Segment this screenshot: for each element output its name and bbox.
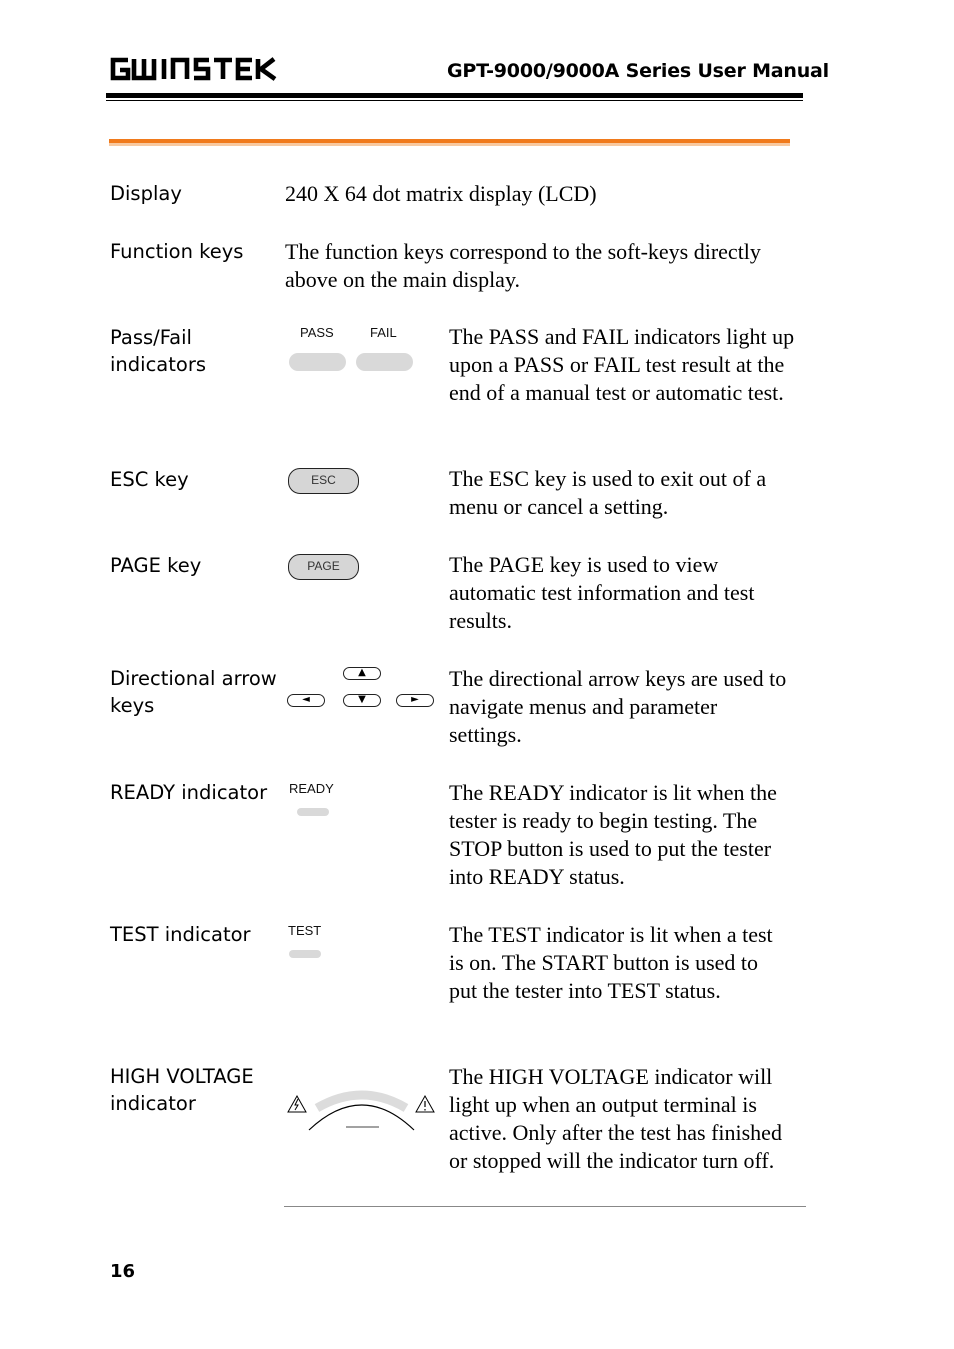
fail-indicator xyxy=(356,353,413,371)
row-desc-pass-fail: The PASS and FAIL indicators light up upon a PASS or FAIL test result at the end of a manual test or automatic test. xyxy=(449,324,795,405)
test-indicator xyxy=(289,950,321,958)
section-bar-shadow xyxy=(109,143,790,146)
right-arrow-icon: ► xyxy=(411,694,419,705)
right-warning-icon xyxy=(416,1096,434,1112)
manual-title: GPT-9000/9000A Series User Manual xyxy=(447,60,829,82)
up-arrow-key xyxy=(343,667,381,680)
esc-key: ESC xyxy=(288,468,359,494)
row-desc-arrow-keys: The directional arrow keys are used to navigate menus and parameter settings. xyxy=(449,666,787,747)
header-rule xyxy=(106,93,803,98)
row-desc-ready: The READY indicator is lit when the tester is ready to begin testing. The STOP button is used to put the tester into READY status. xyxy=(449,780,777,889)
pass-indicator xyxy=(289,353,346,371)
row-desc-esc-key: The ESC key is used to exit out of a menu or cancel a setting. xyxy=(449,466,767,519)
row-desc-high-voltage: The HIGH VOLTAGE indicator will light up when an output terminal is active. Only after the test has finished or stopped will the indicator turn off. xyxy=(449,1064,782,1173)
row-desc-display: 240 X 64 dot matrix display (LCD) xyxy=(285,181,597,206)
right-arrow-key xyxy=(396,694,434,707)
down-arrow-icon: ▼ xyxy=(358,694,366,705)
row-desc-page-key: The PAGE key is used to view automatic test information and test results. xyxy=(449,552,755,633)
row-label-page-key: PAGE key xyxy=(110,554,202,577)
ready-label: READY xyxy=(289,781,334,796)
high-voltage-indicator xyxy=(284,1084,438,1134)
row-label-test: TEST indicator xyxy=(110,923,251,946)
gw-instek-logo xyxy=(108,56,278,82)
page-key: PAGE xyxy=(288,554,359,580)
left-warning-icon xyxy=(288,1096,306,1112)
table-bottom-rule xyxy=(284,1206,806,1207)
row-label-arrow-keys: Directional arrow keys xyxy=(110,667,277,717)
row-label-pass-fail: Pass/Fail indicators xyxy=(110,326,206,376)
row-label-function-keys: Function keys xyxy=(110,240,244,263)
page-number: 16 xyxy=(110,1261,136,1282)
left-arrow-icon: ◄ xyxy=(302,694,310,705)
left-arrow-key xyxy=(287,694,325,707)
fail-label: FAIL xyxy=(370,325,397,340)
row-desc-function-keys: The function keys correspond to the soft-keys directly above on the main display. xyxy=(285,239,761,292)
row-label-high-voltage: HIGH VOLTAGE indicator xyxy=(110,1065,254,1115)
up-arrow-icon: ▲ xyxy=(358,667,366,678)
row-label-esc-key: ESC key xyxy=(110,468,189,491)
down-arrow-key xyxy=(343,694,381,707)
row-label-display: Display xyxy=(110,182,182,205)
header-rule-thin xyxy=(106,100,803,101)
pass-label: PASS xyxy=(300,325,334,340)
test-label: TEST xyxy=(288,923,322,938)
row-label-ready: READY indicator xyxy=(110,781,268,804)
ready-indicator xyxy=(297,808,329,816)
row-desc-test: The TEST indicator is lit when a test is on. The START button is used to put the tester into TEST status. xyxy=(449,922,773,1003)
